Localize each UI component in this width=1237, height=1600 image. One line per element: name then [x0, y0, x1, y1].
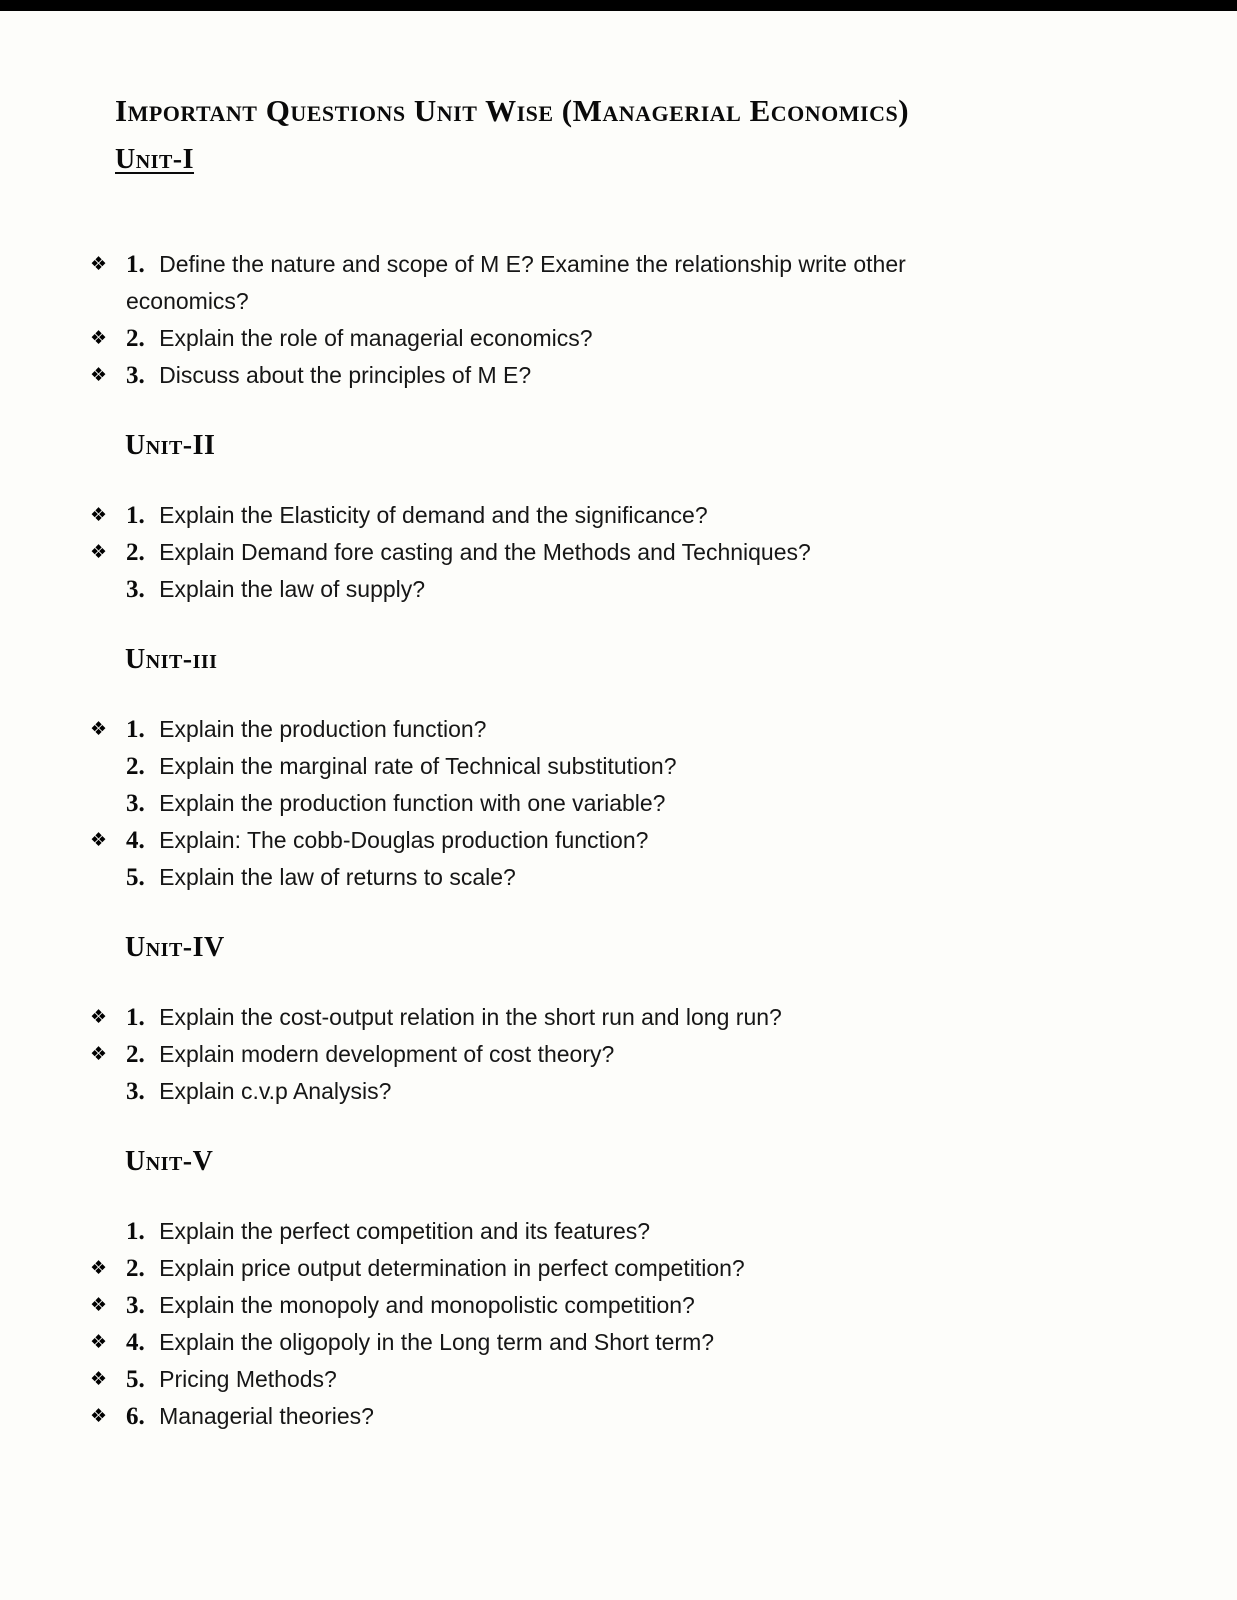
question-list	[90, 1213, 1055, 1435]
units-container	[90, 143, 1117, 1435]
question-list	[90, 711, 1055, 896]
question-number: 5.	[126, 1366, 145, 1393]
question-text: Explain c.v.p Analysis?	[152, 1078, 392, 1104]
scan-border-top	[0, 0, 1237, 11]
unit-section	[90, 643, 1117, 896]
diamond-bullet-icon: ❖	[90, 1368, 108, 1390]
diamond-bullet-icon: ❖	[90, 364, 108, 386]
document-content	[0, 11, 1237, 1495]
question-list	[90, 246, 1055, 394]
question-item	[90, 1036, 1055, 1073]
diamond-bullet-icon: ❖	[90, 504, 108, 526]
question-body	[126, 534, 971, 571]
question-body	[126, 1250, 971, 1287]
question-text: Managerial theories?	[152, 1403, 374, 1429]
question-item	[90, 748, 1055, 785]
diamond-bullet-icon: ❖	[90, 1331, 108, 1353]
question-item	[90, 357, 1055, 394]
diamond-bullet-icon: ❖	[90, 829, 108, 851]
diamond-bullet-icon: ❖	[90, 1257, 108, 1279]
question-number: 3.	[126, 576, 145, 603]
question-body	[126, 999, 971, 1036]
question-text: Explain the Elasticity of demand and the significance?	[152, 502, 708, 528]
question-number: 1.	[126, 716, 145, 743]
question-number: 2.	[126, 1041, 145, 1068]
question-body	[126, 1036, 971, 1073]
question-number: 3.	[126, 790, 145, 817]
question-item	[90, 1398, 1055, 1435]
diamond-bullet-icon: ❖	[90, 718, 108, 740]
question-text: Explain: The cobb-Douglas production function?	[152, 827, 649, 853]
question-body	[126, 320, 971, 357]
question-number: 2.	[126, 325, 145, 352]
question-body	[126, 571, 971, 608]
question-text: Explain the production function?	[152, 716, 487, 742]
unit-section	[90, 1145, 1117, 1435]
question-item	[90, 497, 1055, 534]
question-item	[90, 320, 1055, 357]
question-number: 3.	[126, 1292, 145, 1319]
question-item	[90, 785, 1055, 822]
question-body	[126, 822, 971, 859]
diamond-bullet-icon: ❖	[90, 1405, 108, 1427]
question-text: Discuss about the principles of M E?	[152, 362, 532, 388]
diamond-bullet-icon: ❖	[90, 541, 108, 563]
diamond-bullet-icon: ❖	[90, 327, 108, 349]
question-item	[90, 1213, 1055, 1250]
unit-heading: Unit-iii	[125, 644, 218, 675]
question-text: Explain the monopoly and monopolistic competition?	[152, 1292, 695, 1318]
question-number: 3.	[126, 362, 145, 389]
question-number: 1.	[126, 1004, 145, 1031]
question-text: Explain the oligopoly in the Long term and Short term?	[152, 1329, 715, 1355]
question-text: Explain the role of managerial economics?	[152, 325, 593, 351]
question-number: 2.	[126, 1255, 145, 1282]
question-body	[126, 246, 971, 320]
question-item	[90, 571, 1055, 608]
question-item	[90, 999, 1055, 1036]
question-body	[126, 357, 971, 394]
question-body	[126, 1287, 971, 1324]
unit-heading: Unit-I	[115, 144, 195, 175]
question-item	[90, 1324, 1055, 1361]
unit-section	[90, 931, 1117, 1110]
question-item	[90, 1287, 1055, 1324]
question-body	[126, 711, 971, 748]
question-number: 1.	[126, 251, 145, 278]
unit-section	[90, 143, 1117, 394]
question-text: Explain the production function with one variable?	[152, 790, 666, 816]
question-text: Pricing Methods?	[152, 1366, 337, 1392]
question-body	[126, 1324, 971, 1361]
question-text: Explain the perfect competition and its features?	[152, 1218, 651, 1244]
question-number: 2.	[126, 753, 145, 780]
question-text: Explain the law of returns to scale?	[152, 864, 516, 890]
diamond-bullet-icon: ❖	[90, 1006, 108, 1028]
diamond-bullet-icon: ❖	[90, 1294, 108, 1316]
question-list	[90, 497, 1055, 608]
unit-section	[90, 429, 1117, 608]
question-body	[126, 748, 971, 785]
question-number: 2.	[126, 539, 145, 566]
unit-heading: Unit-V	[125, 1146, 214, 1177]
question-body	[126, 1213, 971, 1250]
question-body	[126, 1398, 971, 1435]
question-text: Explain price output determination in perfect competition?	[152, 1255, 745, 1281]
question-item	[90, 246, 1055, 320]
question-item	[90, 1250, 1055, 1287]
question-text: Explain the law of supply?	[152, 576, 426, 602]
question-number: 5.	[126, 864, 145, 891]
question-body	[126, 1361, 971, 1398]
question-number: 1.	[126, 1218, 145, 1245]
question-item	[90, 711, 1055, 748]
question-text: Explain modern development of cost theory?	[152, 1041, 615, 1067]
question-text: Explain the cost-output relation in the short run and long run?	[152, 1004, 782, 1030]
question-number: 4.	[126, 1329, 145, 1356]
question-number: 3.	[126, 1078, 145, 1105]
question-text: Define the nature and scope of M E? Examine the relationship write other economics?	[126, 251, 906, 314]
document-title: Important Questions Unit Wise (Managerial Economics)	[115, 93, 910, 128]
question-number: 1.	[126, 502, 145, 529]
question-number: 6.	[126, 1403, 145, 1430]
diamond-bullet-icon: ❖	[90, 253, 108, 275]
unit-heading: Unit-IV	[125, 932, 225, 963]
question-list	[90, 999, 1055, 1110]
unit-heading: Unit-II	[125, 430, 216, 461]
question-item	[90, 859, 1055, 896]
question-body	[126, 1073, 971, 1110]
question-body	[126, 859, 971, 896]
question-item	[90, 1361, 1055, 1398]
question-number: 4.	[126, 827, 145, 854]
question-item	[90, 822, 1055, 859]
diamond-bullet-icon: ❖	[90, 1043, 108, 1065]
question-item	[90, 534, 1055, 571]
question-body	[126, 497, 971, 534]
question-body	[126, 785, 971, 822]
question-text: Explain Demand fore casting and the Methods and Techniques?	[152, 539, 811, 565]
question-text: Explain the marginal rate of Technical substitution?	[152, 753, 677, 779]
question-item	[90, 1073, 1055, 1110]
